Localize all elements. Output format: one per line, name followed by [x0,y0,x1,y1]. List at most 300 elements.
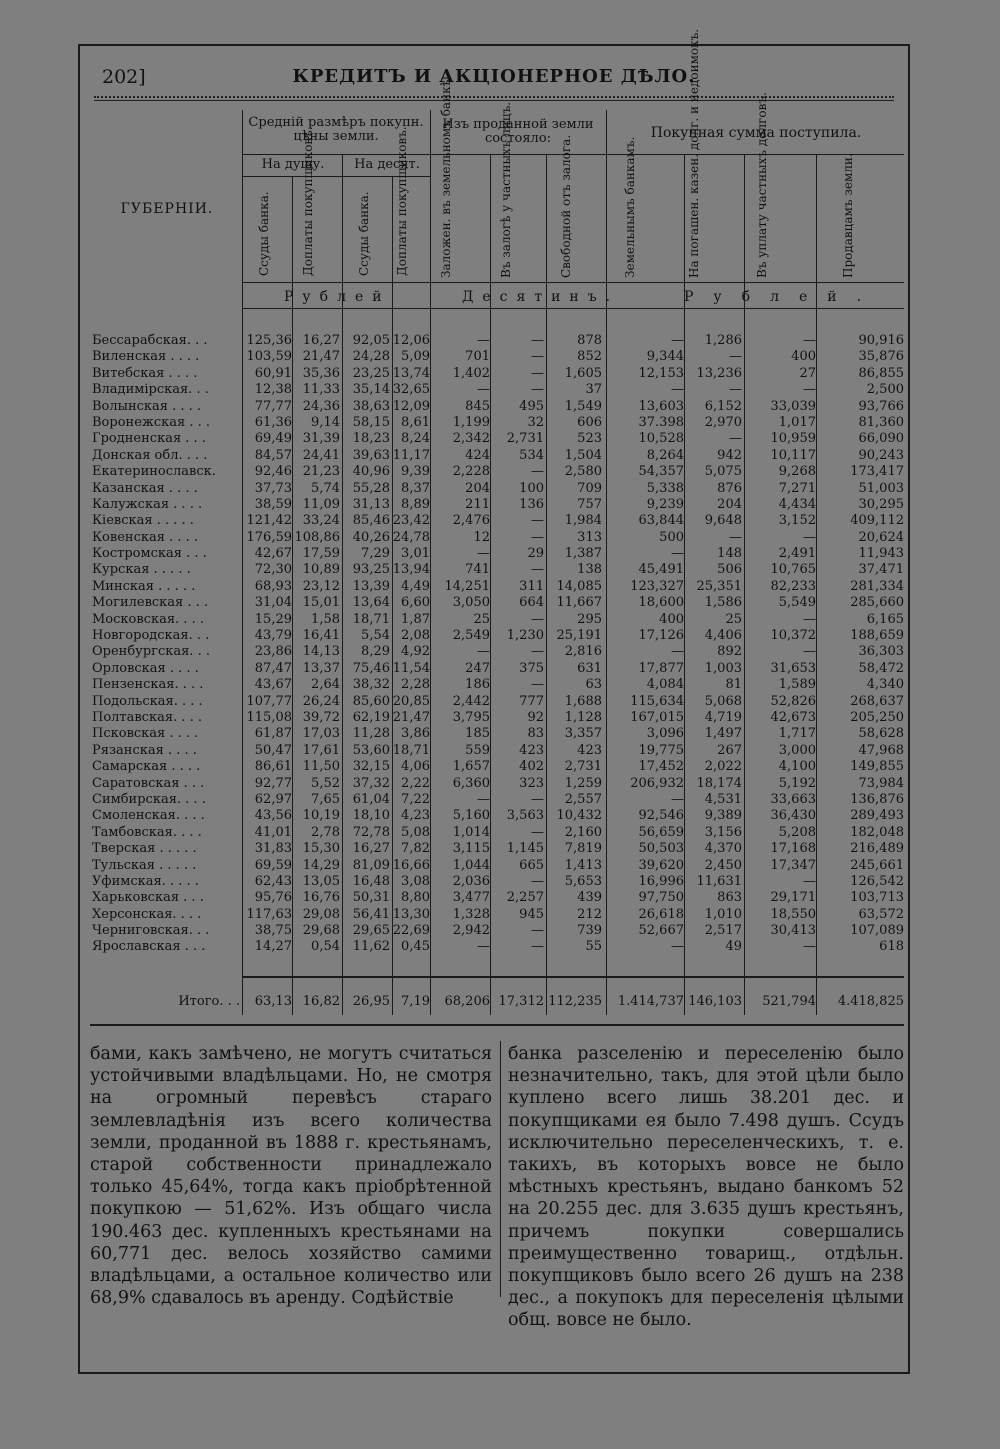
table-cell: 9,39 [401,464,430,480]
table-cell: 7,82 [401,841,430,857]
table-cell: 22,69 [392,923,430,939]
table-cell: — [477,791,490,807]
table-cell: 7,65 [311,791,340,807]
table-cell: 26,618 [638,906,684,922]
table-cell: 8,264 [646,447,684,463]
province-name: Виленская . . . . [92,349,200,365]
table-cell: 1,387 [564,546,602,562]
table-cell: 10,372 [770,628,816,644]
table-cell: — [531,824,544,840]
table-cell: 29,171 [770,890,816,906]
province-name: Рязанская . . . . [92,742,197,758]
province-name: Казанская . . . . [92,480,198,496]
table-cell: 17,03 [302,726,340,742]
table-cell: 39,72 [302,709,340,725]
table-cell: 43,56 [254,808,292,824]
table-cell: 7,29 [361,546,390,562]
table-row [80,546,908,562]
table-cell: 82,233 [770,578,816,594]
table-row [80,415,908,431]
table-cell: 9,648 [704,513,742,529]
province-name: Смоленская. . . . [92,808,205,824]
total-cell: 16,82 [302,994,340,1009]
table-cell: 77,77 [254,398,292,414]
table-cell: 73,984 [858,775,904,791]
table-row [80,825,908,841]
subgroup-per-soul: На душу. [261,157,325,172]
table-cell: 2,160 [564,824,602,840]
table-cell: 559 [465,742,490,758]
table-cell: 3,156 [704,824,742,840]
table-cell: 5,160 [452,808,490,824]
total-cell: 1.414,737 [617,994,684,1009]
table-cell: 24,28 [352,349,390,365]
table-cell: — [729,382,742,398]
table-cell: 400 [791,349,816,365]
table-cell: 62,97 [254,791,292,807]
province-name: Ковенская . . . . [92,529,198,545]
table-cell: 33,039 [770,398,816,414]
table-cell: 1,003 [704,660,742,676]
table-cell: 3,357 [564,726,602,742]
table-cell: 285,660 [850,595,904,611]
table-cell: 38,63 [352,398,390,414]
table-cell: 11,667 [556,595,602,611]
paragraph: бами, какъ замѣчено, не могутъ считаться устойчивыми владѣльцами. Но, не смотря на огромный перевѣсъ стараго землевладѣнія изъ всего количества земли, проданной въ 1888 г. крестьянамъ, старой собственности принадлежало только 45,64%, тогда какъ пріобрѣтенной покупкою — 51,62%. Изъ общаго числа 190.463 дес. купленныхъ крестьянами на 60,771 дес. велось хозяйство самими владѣльцами, а остальное количество или 68,9% сдавалось въ аренду. Содѣйствіе [90,1044,492,1309]
table-cell: 402 [519,759,544,775]
table-cell: 32 [527,414,544,430]
table-cell: 2,816 [564,644,602,660]
table-bottom-rule [90,1024,904,1026]
table-cell: 85,46 [352,513,390,529]
table-cell: 1,145 [506,841,544,857]
table-cell: 5,068 [704,693,742,709]
table-cell: 14,085 [556,578,602,594]
table-cell: — [803,382,816,398]
table-cell: — [671,939,684,955]
table-cell: 103,713 [850,890,904,906]
province-name: Ярославская . . . [92,939,206,955]
table-cell: 38,32 [352,677,390,693]
table-cell: 606 [577,414,602,430]
table-cell: 4,719 [704,709,742,725]
table-row [80,808,908,824]
table-cell: 631 [577,660,602,676]
province-name: Курская . . . . . [92,562,191,578]
table-row [80,874,908,890]
table-cell: 55 [585,939,602,955]
table-cell: 182,048 [850,824,904,840]
table-cell: 5,208 [778,824,816,840]
table-cell: 3,477 [452,890,490,906]
table-cell: 55,28 [352,480,390,496]
table-cell: 4,49 [401,578,430,594]
table-cell: 1,586 [704,595,742,611]
province-name: Кіевская . . . . . [92,513,194,529]
table-cell: 176,59 [246,529,292,545]
table-cell: 17,877 [638,660,684,676]
table-cell: 92,546 [638,808,684,824]
table-cell: 107,77 [246,693,292,709]
table-cell: 43,79 [254,628,292,644]
table-cell: 2,491 [778,546,816,562]
table-cell: 10,89 [302,562,340,578]
table-row [80,677,908,693]
table-cell: 186 [465,677,490,693]
col-header: Ссуды банка. [257,191,271,276]
table-cell: 523 [577,431,602,447]
table-cell: 92,05 [352,333,390,348]
table-cell: 69,49 [254,431,292,447]
table-cell: 125,36 [246,333,292,348]
table-cell: 97,750 [638,890,684,906]
table-cell: — [531,333,544,348]
table-cell: 10,432 [556,808,602,824]
group-title-sum: Покупная сумма поступила. [650,125,862,141]
table-cell: 87,47 [254,660,292,676]
table-cell: 2,342 [452,431,490,447]
table-cell: — [477,644,490,660]
table-row [80,530,908,546]
table-cell: 4,23 [401,808,430,824]
table-cell: 149,855 [850,759,904,775]
table-cell: 35,36 [302,365,340,381]
table-cell: — [671,791,684,807]
table-cell: 10,765 [770,562,816,578]
table-cell: 8,80 [401,890,430,906]
col-header: Продавцамъ земли. [841,153,855,278]
table-cell: 5,08 [401,824,430,840]
table-cell: 1,413 [564,857,602,873]
table-cell: 845 [465,398,490,414]
table-cell: 58,628 [858,726,904,742]
table-cell: 123,327 [630,578,684,594]
province-name: Самарская . . . . [92,759,201,775]
table-cell: 6,152 [704,398,742,414]
table-cell: 375 [519,660,544,676]
province-name: Уфимская. . . . . [92,873,199,889]
row-rule [242,308,904,309]
table-cell: — [803,333,816,348]
col-header: Заложен. въ земельномъ банкѣ. [439,75,453,278]
table-cell: 18,71 [392,742,430,758]
table-cell: 2,731 [506,431,544,447]
table-row [80,841,908,857]
table-cell: 115,08 [246,709,292,725]
table-cell: 5,338 [646,480,684,496]
table-cell: 8,29 [361,644,390,660]
table-cell: 92,77 [254,775,292,791]
table-cell: 10,117 [770,447,816,463]
units-rubles: Рублей [284,289,391,305]
row-rule [242,282,904,283]
table-cell: 2,22 [401,775,430,791]
table-cell: 1,657 [452,759,490,775]
table-cell: 62,43 [254,873,292,889]
table-cell: 2,942 [452,923,490,939]
table-cell: 2,557 [564,791,602,807]
table-cell: 107,089 [850,923,904,939]
table-cell: 0,45 [401,939,430,955]
table-cell: — [803,873,816,889]
table-cell: 2,257 [506,890,544,906]
table-cell: 245,661 [850,857,904,873]
table-cell: — [531,349,544,365]
table-cell: 9,389 [704,808,742,824]
col-header: Доплаты покупщиковъ. [395,126,409,276]
page-title: КРЕДИТЪ И АКЦІОНЕРНОЕ ДѢЛО. [292,66,696,87]
table-cell: — [803,939,816,955]
table-cell: 72,78 [352,824,390,840]
table-cell: 5,09 [401,349,430,365]
table-cell: 136 [519,496,544,512]
table-cell: 45,491 [638,562,684,578]
table-cell: — [531,464,544,480]
province-name: Могилевская . . . [92,595,209,611]
province-name: Тамбовская. . . . [92,824,202,840]
table-cell: 15,30 [302,841,340,857]
table-cell: 5,549 [778,595,816,611]
table-cell: 30,413 [770,923,816,939]
col-header: Въ уплату частныхъ долговъ. [755,92,769,278]
table-cell: 68,93 [254,578,292,594]
table-cell: 289,493 [850,808,904,824]
table-cell: — [531,873,544,889]
table-row [80,628,908,644]
table-row [80,661,908,677]
table-cell: 33,663 [770,791,816,807]
table-cell: 3,563 [506,808,544,824]
table-cell: — [671,382,684,398]
table-cell: — [803,529,816,545]
table-cell: 741 [465,562,490,578]
table-cell: 1,199 [452,414,490,430]
table-cell: 423 [577,742,602,758]
table-cell: 35,876 [858,349,904,365]
table-row [80,579,908,595]
table-cell: 323 [519,775,544,791]
table-cell: 23,12 [302,578,340,594]
province-name: Херсонская. . . . [92,906,202,922]
table-cell: 757 [577,496,602,512]
table-cell: 42,67 [254,546,292,562]
table-cell: 8,61 [401,414,430,430]
table-cell: 17,168 [770,841,816,857]
table-cell: 32,65 [392,382,430,398]
table-cell: 1,286 [704,333,742,348]
table-cell: 1,328 [452,906,490,922]
table-cell: 7,22 [401,791,430,807]
table-cell: 38,59 [254,496,292,512]
table-cell: 777 [519,693,544,709]
province-name: Пензенская. . . . [92,677,204,693]
page-number: 202] [102,66,146,88]
table-cell: 205,250 [850,709,904,725]
col-header: На погашен. казен. долг. и недоимокъ. [687,28,701,278]
province-name: Новгородская. . . [92,628,210,644]
table-row [80,792,908,808]
table-cell: — [531,513,544,529]
table-cell: 3,000 [778,742,816,758]
table-cell: 103,59 [246,349,292,365]
table-cell: 23,42 [392,513,430,529]
table-cell: 1,402 [452,365,490,381]
table-cell: 37,471 [858,562,904,578]
table-cell: 21,47 [392,709,430,725]
table-cell: 13,30 [392,906,430,922]
table-cell: 709 [577,480,602,496]
province-name: Владимірская. . . [92,382,209,398]
table-cell: — [531,529,544,545]
table-cell: 1,717 [778,726,816,742]
table-row [80,562,908,578]
table-cell: 60,91 [254,365,292,381]
table-cell: 61,87 [254,726,292,742]
table-cell: 90,916 [858,333,904,348]
table-cell: 185 [465,726,490,742]
table-cell: — [477,333,490,348]
table-row [80,776,908,792]
table-cell: — [671,546,684,562]
table-cell: 39,63 [352,447,390,463]
province-name: Симбирская. . . . [92,791,206,807]
table-cell: 56,41 [352,906,390,922]
table-cell: 40,96 [352,464,390,480]
table-cell: 1,044 [452,857,490,873]
table-cell: 13,39 [352,578,390,594]
table-cell: 13,64 [352,595,390,611]
province-name: Подольская. . . . [92,693,203,709]
province-name: Черниговская. . . [92,923,210,939]
table-cell: 5,192 [778,775,816,791]
row-rule [430,154,606,155]
table-cell: 58,15 [352,414,390,430]
table-cell: 3,096 [646,726,684,742]
table-cell: 26,24 [302,693,340,709]
table-row [80,907,908,923]
province-name: Полтавская. . . . [92,709,202,725]
table-cell: — [531,644,544,660]
table-cell: 945 [519,906,544,922]
table-cell: 58,472 [858,660,904,676]
table-cell: 37 [585,382,602,398]
table-cell: — [729,349,742,365]
table-cell: 7,819 [564,841,602,857]
table-cell: — [803,611,816,627]
table-row [80,759,908,775]
table-cell: 75,46 [352,660,390,676]
table-cell: 665 [519,857,544,873]
table-cell: 138 [577,562,602,578]
table-cell: — [531,382,544,398]
table-cell: 313 [577,529,602,545]
table-cell: 47,968 [858,742,904,758]
table-cell: 69,59 [254,857,292,873]
total-cell: 17,312 [498,994,544,1009]
table-cell: 439 [577,890,602,906]
province-name: Оренбургская. . . [92,644,210,660]
table-cell: 50,31 [352,890,390,906]
table-cell: 4,531 [704,791,742,807]
table-cell: 2,517 [704,923,742,939]
table-cell: 36,430 [770,808,816,824]
table-cell: 31,13 [352,496,390,512]
table-cell: 2,28 [401,677,430,693]
table-cell: 1,688 [564,693,602,709]
table-cell: 93,766 [858,398,904,414]
table-cell: 5,74 [311,480,340,496]
total-cell: 112,235 [548,994,602,1009]
table-cell: 8,89 [401,496,430,512]
table-cell: 3,08 [401,873,430,889]
table-cell: 19,775 [638,742,684,758]
total-cell: 63,13 [254,994,292,1009]
table-cell: 23,25 [352,365,390,381]
units-rubles: Рублей. [684,289,882,305]
table-cell: 108,86 [294,529,340,545]
table-cell: 39,620 [638,857,684,873]
table-cell: 267 [717,742,742,758]
table-cell: 9,239 [646,496,684,512]
table-cell: 1,549 [564,398,602,414]
table-cell: 4,100 [778,759,816,775]
table-cell: 35,14 [352,382,390,398]
col-header: Свободной отъ залога. [559,134,573,278]
table-cell: 115,634 [630,693,684,709]
table-cell: 53,60 [352,742,390,758]
province-name: Саратовская . . . [92,775,205,791]
table-cell: 1,014 [452,824,490,840]
table-cell: 11,17 [392,447,430,463]
table-cell: 4,434 [778,496,816,512]
table-cell: 423 [519,742,544,758]
table-cell: 63,572 [858,906,904,922]
table-row [80,382,908,398]
table-cell: 188,659 [850,628,904,644]
table-cell: 84,57 [254,447,292,463]
table-cell: 409,112 [850,513,904,529]
table-cell: 83 [527,726,544,742]
table-row [80,464,908,480]
table-row [80,595,908,611]
table-cell: 12,153 [638,365,684,381]
table-cell: 14,13 [302,644,340,660]
table-body [80,333,908,956]
table-cell: 10,959 [770,431,816,447]
table-row [80,366,908,382]
table-cell: 4,406 [704,628,742,644]
table-cell: 701 [465,349,490,365]
table-cell: 63,844 [638,513,684,529]
table-cell: 11,54 [392,660,430,676]
table-cell: 121,42 [246,513,292,529]
province-name: Донская обл. . . . [92,447,208,463]
table-cell: 9,268 [778,464,816,480]
table-cell: — [477,382,490,398]
header-rule [94,100,894,101]
table-cell: 13,236 [696,365,742,381]
table-row [80,349,908,365]
table-cell: 216,489 [850,841,904,857]
table-cell: 15,01 [302,595,340,611]
province-name: Гродненская . . . [92,431,206,447]
table-cell: 2,476 [452,513,490,529]
table-cell: 21,47 [302,349,340,365]
table-cell: — [671,644,684,660]
table-cell: 1,497 [704,726,742,742]
table-cell: 32,15 [352,759,390,775]
table-cell: — [671,333,684,348]
